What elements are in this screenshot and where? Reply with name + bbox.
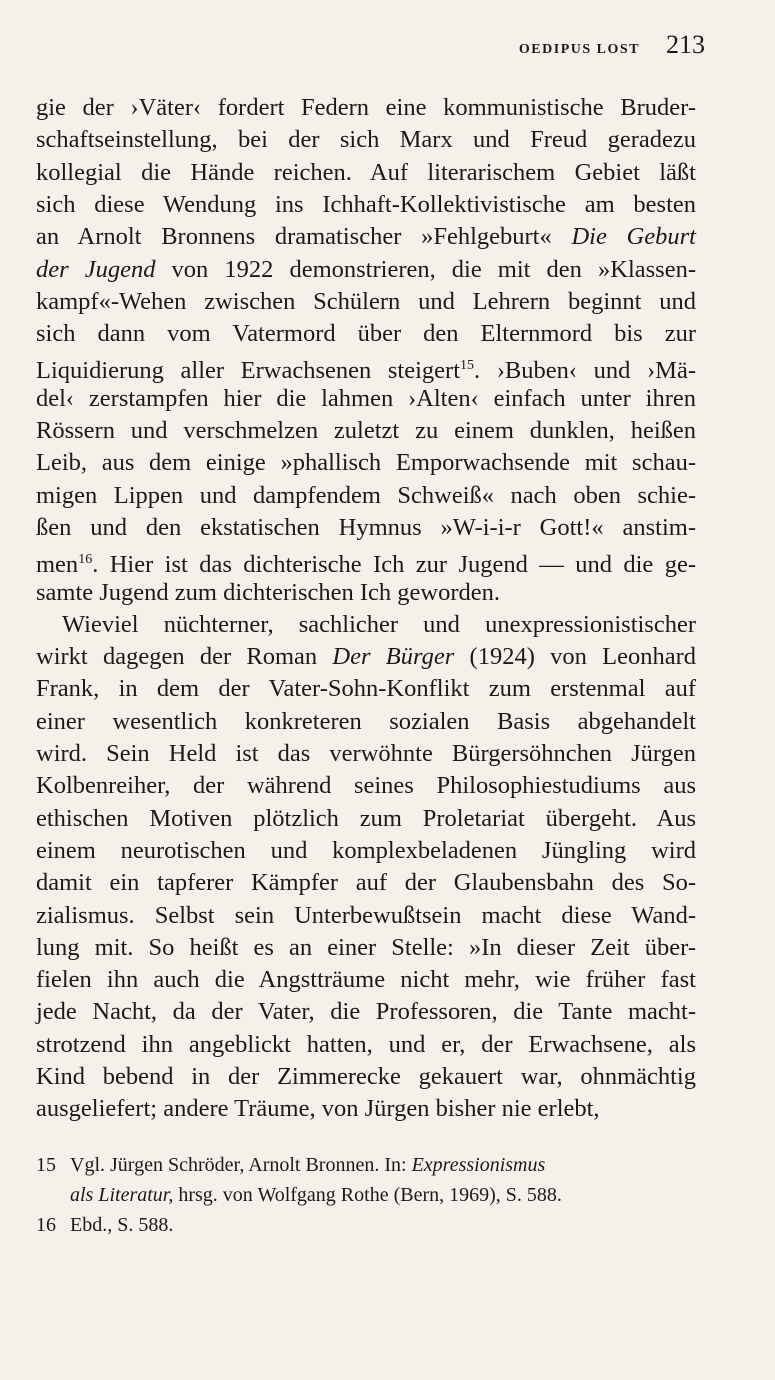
- text-line: migen Lippen und dampfendem Schweiß« nach oben schie-: [36, 481, 696, 509]
- footnote-16: [36, 1210, 696, 1240]
- page-number: 213: [666, 30, 705, 59]
- text-line: kollegial die Hände reichen. Auf literarischem Gebiet läßt: [36, 158, 696, 186]
- footnote-text: Ebd., S. 588.: [70, 1214, 174, 1236]
- footnote-number: 16: [36, 1214, 56, 1236]
- text-line: gie der ›Väter‹ fordert Federn eine kommunistische Bruder-: [36, 94, 696, 121]
- text-line: wird. Sein Held ist das verwöhnte Bürgersöhnchen Jürgen: [36, 740, 696, 767]
- text-line: Leib, aus dem einige »phallisch Emporwachsende mit schau-: [36, 449, 696, 477]
- text-line: wirkt dagegen der Roman Der Bürger (1924) von Leonhard: [36, 643, 696, 671]
- text-line: ethischen Motiven plötzlich zum Proletariat übergeht. Aus: [36, 804, 696, 832]
- text-line: ausgeliefert; andere Träume, von Jürgen bisher nie erlebt,: [36, 1095, 600, 1123]
- text-line: lung mit. So heißt es an einer Stelle: »In dieser Zeit über-: [36, 933, 696, 961]
- text-line: samte Jugend zum dichterischen Ich geworden.: [36, 578, 500, 606]
- text-line: del‹ zerstampfen hier die lahmen ›Alten‹ einfach unter ihren: [36, 384, 696, 412]
- text-line: men$^{16}$. Hier ist das dichterische Ich zur Jugend — und die ge-: [36, 551, 696, 579]
- text-line: der Jugend von 1922 demonstrieren, die mit den »Klassen-: [36, 255, 696, 283]
- text-line: zialismus. Selbst sein Unterbewußtsein macht diese Wand-: [36, 901, 696, 929]
- text-line: sich dann vom Vatermord über den Elternmord bis zur: [36, 320, 696, 348]
- footnote-title-cont: als Literatur,: [70, 1184, 174, 1206]
- text-line: Rössern und verschmelzen zuletzt zu einem dunklen, heißen: [36, 417, 696, 444]
- text-line: schaftseinstellung, bei der sich Marx und Freud geradezu: [36, 126, 696, 154]
- footnote-text-cont: hrsg. von Wolfgang Rothe (Bern, 1969), S. 588.: [173, 1184, 562, 1206]
- text-line: fielen ihn auch die Angstträume nicht mehr, wie früher fast: [36, 966, 696, 994]
- text-line: damit ein tapferer Kämpfer auf der Glaubensbahn des So-: [36, 869, 696, 897]
- text-line: an Arnolt Bronnens dramatischer »Fehlgeburt« Die Geburt: [36, 223, 696, 251]
- text-line: Kind bebend in der Zimmerecke gekauert war, ohnmächtig: [36, 1063, 696, 1090]
- text-line: Frank, in dem der Vater-Sohn-Konflikt zum erstenmal auf: [36, 675, 696, 703]
- text-line: jede Nacht, da der Vater, die Professoren, die Tante macht-: [36, 998, 696, 1026]
- text-line: Kolbenreiher, der während seines Philosophiestudiums aus: [36, 772, 696, 800]
- text-line: ßen und den ekstatischen Hymnus »W-i-i-r Gott!« anstim-: [36, 513, 696, 541]
- text-line: Wieviel nüchterner, sachlicher und unexpressionistischer: [62, 610, 696, 638]
- text-line: einem neurotischen und komplexbeladenen Jüngling wird: [36, 836, 696, 864]
- footnote-number: 15: [36, 1154, 56, 1176]
- running-head: [519, 30, 705, 60]
- text-line: strotzend ihn angeblickt hatten, und er, der Erwachsene, als: [36, 1030, 696, 1058]
- footnote-15: [36, 1150, 696, 1210]
- text-line: sich diese Wendung ins Ichhaft-Kollektivistische am besten: [36, 190, 696, 218]
- running-title: OEDIPUS LOST: [518, 42, 640, 57]
- footnote-title: Expressionismus: [411, 1154, 546, 1176]
- text-line: einer wesentlich konkreteren sozialen Basis abgehandelt: [36, 707, 696, 735]
- footnote-text: Vgl. Jürgen Schröder, Arnolt Bronnen. In:: [70, 1154, 412, 1176]
- text-line: kampf«-Wehen zwischen Schülern und Lehrern beginnt und: [36, 287, 696, 315]
- text-line: Liquidierung aller Erwachsenen steigert$^{15}$. ›Buben‹ und ›Mä-: [36, 357, 697, 385]
